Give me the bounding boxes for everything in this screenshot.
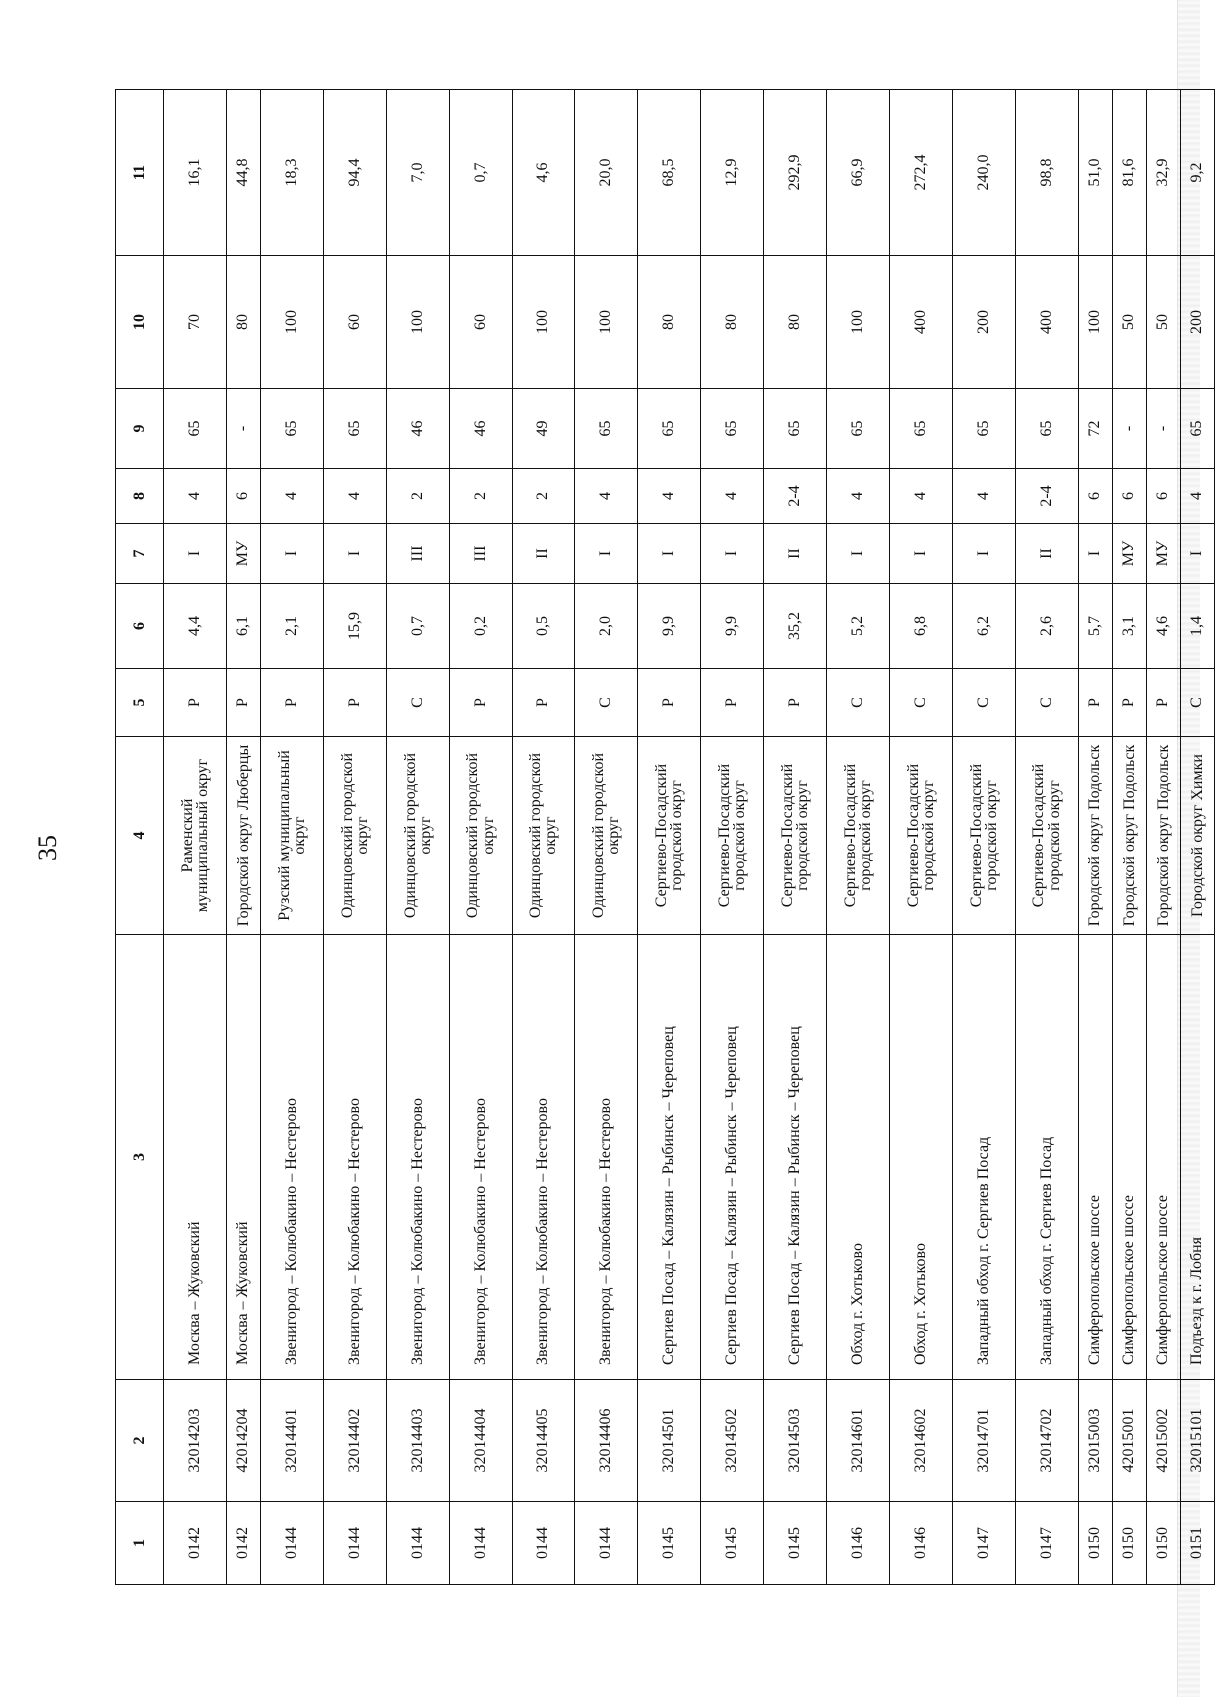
table-row <box>889 90 952 1585</box>
cell-value: 9,2 <box>1180 90 1214 256</box>
column-header-4: 4 <box>116 737 164 935</box>
cell-speed: 400 <box>1015 256 1078 389</box>
cell-category: II <box>512 524 575 584</box>
cell-road-name: Симферопольское шоссе <box>1112 935 1146 1380</box>
cell-type: С <box>1015 669 1078 737</box>
cell-length: 0,2 <box>449 584 512 669</box>
cell-road-number: 0144 <box>575 1502 638 1585</box>
cell-category: III <box>449 524 512 584</box>
cell-value: 51,0 <box>1078 90 1112 256</box>
table-row <box>1146 90 1180 1585</box>
cell-type: Р <box>638 669 701 737</box>
cell-municipality: Сергиево-Посадский городской округ <box>826 737 889 935</box>
cell-identifier: 32015101 <box>1180 1380 1214 1502</box>
cell-type: С <box>1180 669 1214 737</box>
cell-road-name: Обход г. Хотьково <box>826 935 889 1380</box>
cell-lanes: 6 <box>1146 469 1180 524</box>
cell-length: 2,6 <box>1015 584 1078 669</box>
cell-length: 6,1 <box>226 584 260 669</box>
cell-speed: 200 <box>1180 256 1214 389</box>
cell-identifier: 42015001 <box>1112 1380 1146 1502</box>
cell-municipality: Раменский муниципальный округ <box>164 737 227 935</box>
cell-type: Р <box>260 669 323 737</box>
table-row <box>1112 90 1146 1585</box>
table-body <box>164 90 1215 1585</box>
column-header-9: 9 <box>116 389 164 469</box>
cell-value: 7,0 <box>386 90 449 256</box>
cell-road-name: Звенигород – Колюбакино – Нестерово <box>449 935 512 1380</box>
cell-road-number: 0142 <box>226 1502 260 1585</box>
cell-length: 9,9 <box>638 584 701 669</box>
cell-identifier: 32014403 <box>386 1380 449 1502</box>
cell-road-number: 0144 <box>323 1502 386 1585</box>
cell-road-number: 0142 <box>164 1502 227 1585</box>
cell-road-number: 0150 <box>1078 1502 1112 1585</box>
cell-length: 1,4 <box>1180 584 1214 669</box>
cell-type: С <box>952 669 1015 737</box>
cell-value: 12,9 <box>701 90 764 256</box>
cell-speed: 60 <box>449 256 512 389</box>
cell-identifier: 32014501 <box>638 1380 701 1502</box>
cell-category: I <box>575 524 638 584</box>
cell-length: 6,2 <box>952 584 1015 669</box>
cell-identifier: 32014503 <box>764 1380 827 1502</box>
cell-type: С <box>575 669 638 737</box>
cell-length: 5,2 <box>826 584 889 669</box>
cell-speed: 60 <box>323 256 386 389</box>
cell-width: 65 <box>1015 389 1078 469</box>
cell-road-number: 0150 <box>1146 1502 1180 1585</box>
cell-length: 4,6 <box>1146 584 1180 669</box>
cell-road-number: 0144 <box>260 1502 323 1585</box>
cell-road-name: Симферопольское шоссе <box>1146 935 1180 1380</box>
cell-value: 98,8 <box>1015 90 1078 256</box>
cell-road-name: Западный обход г. Сергиев Посад <box>1015 935 1078 1380</box>
cell-municipality: Сергиево-Посадский городской округ <box>952 737 1015 935</box>
cell-type: С <box>386 669 449 737</box>
cell-category: I <box>889 524 952 584</box>
cell-value: 0,7 <box>449 90 512 256</box>
cell-length: 2,0 <box>575 584 638 669</box>
cell-municipality: Сергиево-Посадский городской округ <box>701 737 764 935</box>
cell-length: 0,7 <box>386 584 449 669</box>
road-register-table <box>115 89 1215 1585</box>
cell-width: 65 <box>638 389 701 469</box>
table-row <box>575 90 638 1585</box>
cell-speed: 400 <box>889 256 952 389</box>
cell-road-name: Звенигород – Колюбакино – Нестерово <box>260 935 323 1380</box>
cell-category: МУ <box>1146 524 1180 584</box>
cell-lanes: 4 <box>638 469 701 524</box>
cell-speed: 100 <box>386 256 449 389</box>
cell-type: Р <box>1112 669 1146 737</box>
cell-identifier: 32014602 <box>889 1380 952 1502</box>
cell-category: I <box>638 524 701 584</box>
cell-road-name: Москва – Жуковский <box>164 935 227 1380</box>
table-row <box>826 90 889 1585</box>
cell-speed: 100 <box>575 256 638 389</box>
cell-municipality: Одинцовский городской округ <box>386 737 449 935</box>
cell-lanes: 4 <box>575 469 638 524</box>
cell-road-number: 0146 <box>826 1502 889 1585</box>
column-header-10: 10 <box>116 256 164 389</box>
cell-type: Р <box>1078 669 1112 737</box>
cell-lanes: 2 <box>386 469 449 524</box>
cell-type: Р <box>164 669 227 737</box>
cell-width: 65 <box>889 389 952 469</box>
cell-width: 65 <box>1180 389 1214 469</box>
cell-identifier: 32014404 <box>449 1380 512 1502</box>
cell-speed: 80 <box>764 256 827 389</box>
cell-road-name: Звенигород – Колюбакино – Нестерово <box>575 935 638 1380</box>
cell-value: 68,5 <box>638 90 701 256</box>
cell-category: II <box>764 524 827 584</box>
cell-lanes: 2-4 <box>764 469 827 524</box>
cell-value: 240,0 <box>952 90 1015 256</box>
cell-category: I <box>952 524 1015 584</box>
cell-type: С <box>826 669 889 737</box>
cell-municipality: Городской округ Подольск <box>1112 737 1146 935</box>
cell-category: I <box>701 524 764 584</box>
cell-category: I <box>323 524 386 584</box>
cell-width: 46 <box>449 389 512 469</box>
cell-identifier: 32014502 <box>701 1380 764 1502</box>
cell-identifier: 32014402 <box>323 1380 386 1502</box>
cell-length: 9,9 <box>701 584 764 669</box>
cell-type: Р <box>512 669 575 737</box>
cell-type: С <box>889 669 952 737</box>
cell-type: Р <box>323 669 386 737</box>
cell-lanes: 4 <box>260 469 323 524</box>
cell-lanes: 4 <box>1180 469 1214 524</box>
cell-lanes: 4 <box>701 469 764 524</box>
cell-road-number: 0144 <box>386 1502 449 1585</box>
table-row <box>952 90 1015 1585</box>
table-row <box>323 90 386 1585</box>
cell-identifier: 32014401 <box>260 1380 323 1502</box>
cell-lanes: 2 <box>449 469 512 524</box>
cell-road-number: 0150 <box>1112 1502 1146 1585</box>
cell-type: Р <box>1146 669 1180 737</box>
table-row <box>164 90 227 1585</box>
cell-lanes: 4 <box>323 469 386 524</box>
cell-speed: 100 <box>826 256 889 389</box>
cell-value: 18,3 <box>260 90 323 256</box>
cell-category: МУ <box>1112 524 1146 584</box>
cell-lanes: 4 <box>952 469 1015 524</box>
cell-identifier: 42014204 <box>226 1380 260 1502</box>
cell-width: 72 <box>1078 389 1112 469</box>
cell-road-name: Звенигород – Колюбакино – Нестерово <box>512 935 575 1380</box>
cell-category: II <box>1015 524 1078 584</box>
cell-width: 65 <box>164 389 227 469</box>
column-header-5: 5 <box>116 669 164 737</box>
cell-road-number: 0145 <box>764 1502 827 1585</box>
cell-category: I <box>1180 524 1214 584</box>
cell-value: 44,8 <box>226 90 260 256</box>
cell-municipality: Одинцовский городской округ <box>449 737 512 935</box>
cell-speed: 80 <box>638 256 701 389</box>
cell-value: 272,4 <box>889 90 952 256</box>
cell-road-name: Симферопольское шоссе <box>1078 935 1112 1380</box>
cell-identifier: 32014203 <box>164 1380 227 1502</box>
cell-length: 15,9 <box>323 584 386 669</box>
table-row <box>1180 90 1214 1585</box>
cell-width: 65 <box>323 389 386 469</box>
page-number: 35 <box>33 835 62 861</box>
cell-width: 49 <box>512 389 575 469</box>
table-row <box>512 90 575 1585</box>
cell-identifier: 32014701 <box>952 1380 1015 1502</box>
cell-value: 81,6 <box>1112 90 1146 256</box>
cell-width: - <box>1112 389 1146 469</box>
cell-lanes: 4 <box>889 469 952 524</box>
column-header-3: 3 <box>116 935 164 1380</box>
cell-width: - <box>226 389 260 469</box>
cell-municipality: Рузский муниципальный округ <box>260 737 323 935</box>
cell-road-number: 0145 <box>701 1502 764 1585</box>
cell-width: 65 <box>701 389 764 469</box>
cell-lanes: 2-4 <box>1015 469 1078 524</box>
cell-identifier: 32015003 <box>1078 1380 1112 1502</box>
cell-speed: 80 <box>701 256 764 389</box>
rotated-table-container <box>115 90 1215 1585</box>
table-row <box>1078 90 1112 1585</box>
cell-road-number: 0147 <box>952 1502 1015 1585</box>
column-header-1: 1 <box>116 1502 164 1585</box>
cell-width: 65 <box>575 389 638 469</box>
cell-value: 4,6 <box>512 90 575 256</box>
cell-value: 94,4 <box>323 90 386 256</box>
cell-value: 66,9 <box>826 90 889 256</box>
cell-municipality: Сергиево-Посадский городской округ <box>1015 737 1078 935</box>
cell-road-number: 0147 <box>1015 1502 1078 1585</box>
column-header-7: 7 <box>116 524 164 584</box>
cell-category: III <box>386 524 449 584</box>
cell-municipality: Сергиево-Посадский городской округ <box>889 737 952 935</box>
cell-lanes: 4 <box>826 469 889 524</box>
cell-identifier: 42015002 <box>1146 1380 1180 1502</box>
cell-category: МУ <box>226 524 260 584</box>
table-row <box>638 90 701 1585</box>
cell-identifier: 32014406 <box>575 1380 638 1502</box>
cell-municipality: Одинцовский городской округ <box>575 737 638 935</box>
cell-speed: 80 <box>226 256 260 389</box>
table-row <box>1015 90 1078 1585</box>
cell-road-name: Сергиев Посад – Калязин – Рыбинск – Череповец <box>701 935 764 1380</box>
cell-category: I <box>826 524 889 584</box>
cell-category: I <box>1078 524 1112 584</box>
cell-municipality: Городской округ Люберцы <box>226 737 260 935</box>
cell-speed: 200 <box>952 256 1015 389</box>
table-row <box>260 90 323 1585</box>
column-header-8: 8 <box>116 469 164 524</box>
cell-lanes: 6 <box>1078 469 1112 524</box>
cell-speed: 50 <box>1112 256 1146 389</box>
cell-type: Р <box>449 669 512 737</box>
cell-road-name: Сергиев Посад – Калязин – Рыбинск – Череповец <box>638 935 701 1380</box>
cell-municipality: Городской округ Подольск <box>1146 737 1180 935</box>
cell-road-name: Сергиев Посад – Калязин – Рыбинск – Череповец <box>764 935 827 1380</box>
cell-length: 2,1 <box>260 584 323 669</box>
cell-length: 4,4 <box>164 584 227 669</box>
cell-lanes: 6 <box>1112 469 1146 524</box>
cell-value: 16,1 <box>164 90 227 256</box>
column-header-11: 11 <box>116 90 164 256</box>
cell-type: Р <box>764 669 827 737</box>
cell-road-name: Звенигород – Колюбакино – Нестерово <box>386 935 449 1380</box>
table-row <box>449 90 512 1585</box>
cell-road-name: Звенигород – Колюбакино – Нестерово <box>323 935 386 1380</box>
cell-width: 65 <box>764 389 827 469</box>
cell-length: 3,1 <box>1112 584 1146 669</box>
cell-road-name: Западный обход г. Сергиев Посад <box>952 935 1015 1380</box>
cell-length: 6,8 <box>889 584 952 669</box>
cell-municipality: Одинцовский городской округ <box>323 737 386 935</box>
table-row <box>764 90 827 1585</box>
cell-value: 32,9 <box>1146 90 1180 256</box>
cell-municipality: Сергиево-Посадский городской округ <box>638 737 701 935</box>
cell-width: 46 <box>386 389 449 469</box>
column-header-2: 2 <box>116 1380 164 1502</box>
cell-width: 65 <box>260 389 323 469</box>
cell-width: 65 <box>952 389 1015 469</box>
cell-lanes: 6 <box>226 469 260 524</box>
cell-identifier: 32014601 <box>826 1380 889 1502</box>
cell-length: 35,2 <box>764 584 827 669</box>
cell-lanes: 4 <box>164 469 227 524</box>
cell-municipality: Городской округ Химки <box>1180 737 1214 935</box>
cell-road-number: 0144 <box>512 1502 575 1585</box>
cell-speed: 50 <box>1146 256 1180 389</box>
cell-municipality: Городской округ Подольск <box>1078 737 1112 935</box>
cell-identifier: 32014405 <box>512 1380 575 1502</box>
table-header-row <box>116 90 164 1585</box>
cell-road-number: 0151 <box>1180 1502 1214 1585</box>
cell-lanes: 2 <box>512 469 575 524</box>
cell-speed: 70 <box>164 256 227 389</box>
cell-road-name: Подъезд к г. Лобня <box>1180 935 1214 1380</box>
cell-road-number: 0146 <box>889 1502 952 1585</box>
cell-speed: 100 <box>512 256 575 389</box>
cell-identifier: 32014702 <box>1015 1380 1078 1502</box>
cell-road-number: 0144 <box>449 1502 512 1585</box>
cell-type: Р <box>701 669 764 737</box>
table-row <box>701 90 764 1585</box>
column-header-6: 6 <box>116 584 164 669</box>
cell-municipality: Одинцовский городской округ <box>512 737 575 935</box>
cell-category: I <box>260 524 323 584</box>
cell-width: - <box>1146 389 1180 469</box>
cell-length: 5,7 <box>1078 584 1112 669</box>
cell-speed: 100 <box>1078 256 1112 389</box>
table-row <box>386 90 449 1585</box>
cell-value: 20,0 <box>575 90 638 256</box>
cell-municipality: Сергиево-Посадский городской округ <box>764 737 827 935</box>
cell-category: I <box>164 524 227 584</box>
cell-type: Р <box>226 669 260 737</box>
cell-road-name: Москва – Жуковский <box>226 935 260 1380</box>
cell-speed: 100 <box>260 256 323 389</box>
cell-width: 65 <box>826 389 889 469</box>
cell-length: 0,5 <box>512 584 575 669</box>
cell-road-name: Обход г. Хотьково <box>889 935 952 1380</box>
cell-value: 292,9 <box>764 90 827 256</box>
cell-road-number: 0145 <box>638 1502 701 1585</box>
table-row <box>226 90 260 1585</box>
